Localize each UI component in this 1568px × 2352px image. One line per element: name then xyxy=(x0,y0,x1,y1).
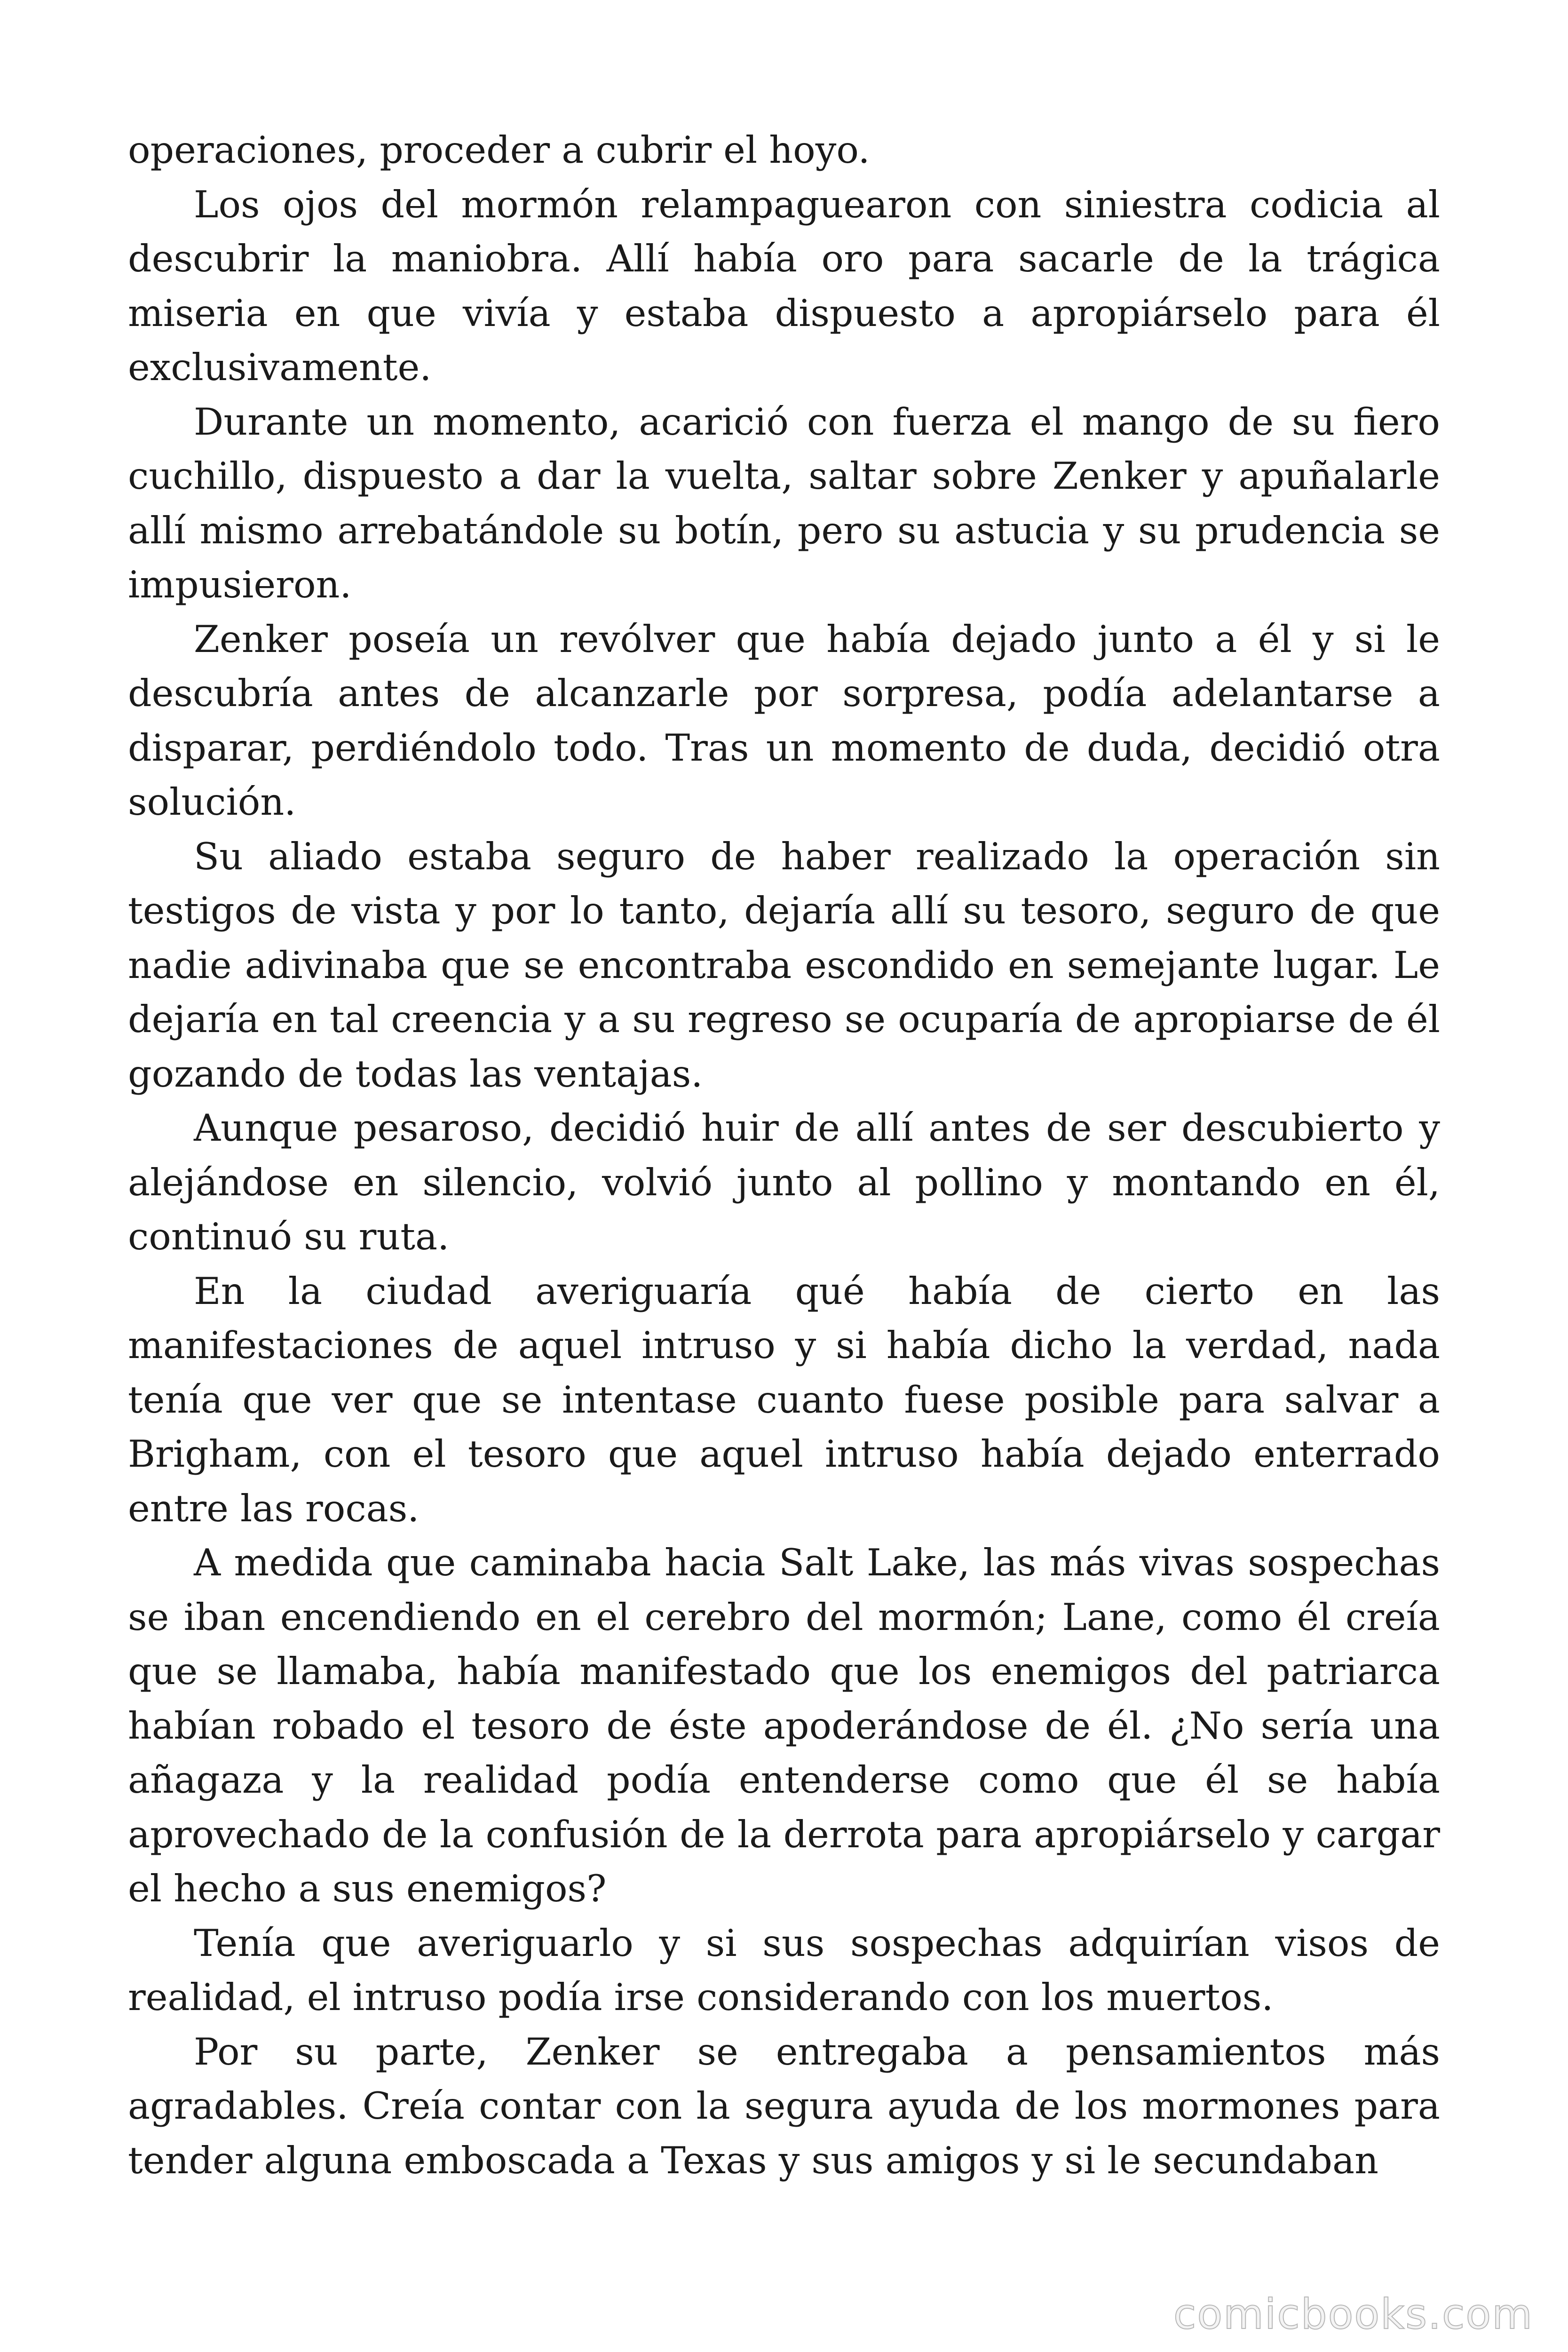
paragraph: Su aliado estaba seguro de haber realizado la operación sin testigos de vista y por lo tanto, dejaría allí su tesoro, seguro de que nadie adivinaba que se encontraba escondido en semejante lugar. Le dejaría en tal creencia y a su regreso se ocuparía de apropiarse de él gozando de todas las ventajas. xyxy=(128,834,1440,1096)
paragraph: Tenía que averiguarlo y si sus sospechas adquirían visos de realidad, el intruso podía irse considerando con los muertos. xyxy=(128,1921,1440,2019)
paragraph: A medida que caminaba hacia Salt Lake, las más vivas sospechas se iban encendiendo en el cerebro del mormón; Lane, como él creía que se llamaba, había manifestado que los enemigos del patriarca habían robado el tesoro de éste apoderándose de él. ¿No sería una añagaza y la realidad podía entenderse como que él se había aprovechado de la confusión de la derrota para apropiárselo y cargar el hecho a sus enemigos? xyxy=(128,1541,1440,1910)
paragraph: Aunque pesaroso, decidió huir de allí antes de ser descubierto y alejándose en silencio, volvió junto al pollino y montando en él, continuó su ruta. xyxy=(128,1106,1440,1258)
paragraph: Los ojos del mormón relampaguearon con siniestra codicia al descubrir la maniobra. Allí había oro para sacarle de la trágica miseria en que vivía y estaba dispuesto a apropiárselo para él exclusivamente. xyxy=(128,183,1440,389)
paragraph: Zenker poseía un revólver que había dejado junto a él y si le descubría antes de alcanzarle por sorpresa, podía adelantarse a disparar, perdiéndolo todo. Tras un momento de duda, decidió otra solución. xyxy=(128,617,1440,824)
paragraph: Por su parte, Zenker se entregaba a pensamientos más agradables. Creía contar con la segura ayuda de los mormones para tender alguna emboscada a Texas y sus amigos y si le secundaban xyxy=(128,2030,1440,2182)
paragraph: En la ciudad averiguaría qué había de cierto en las manifestaciones de aquel intruso y si había dicho la verdad, nada tenía que ver que se intentase cuanto fuese posible para salvar a Brigham, con el tesoro que aquel intruso había dejado enterrado entre las rocas. xyxy=(128,1269,1440,1530)
body-text xyxy=(128,123,1440,2188)
paragraph: Durante un momento, acarició con fuerza el mango de su fiero cuchillo, dispuesto a dar la vuelta, saltar sobre Zenker y apuñalarle allí mismo arrebatándole su botín, pero su astucia y su prudencia se impusieron. xyxy=(128,400,1440,606)
paragraph-continued: operaciones, proceder a cubrir el hoyo. xyxy=(128,128,870,172)
watermark: comicbooks.com xyxy=(1173,2290,1533,2338)
